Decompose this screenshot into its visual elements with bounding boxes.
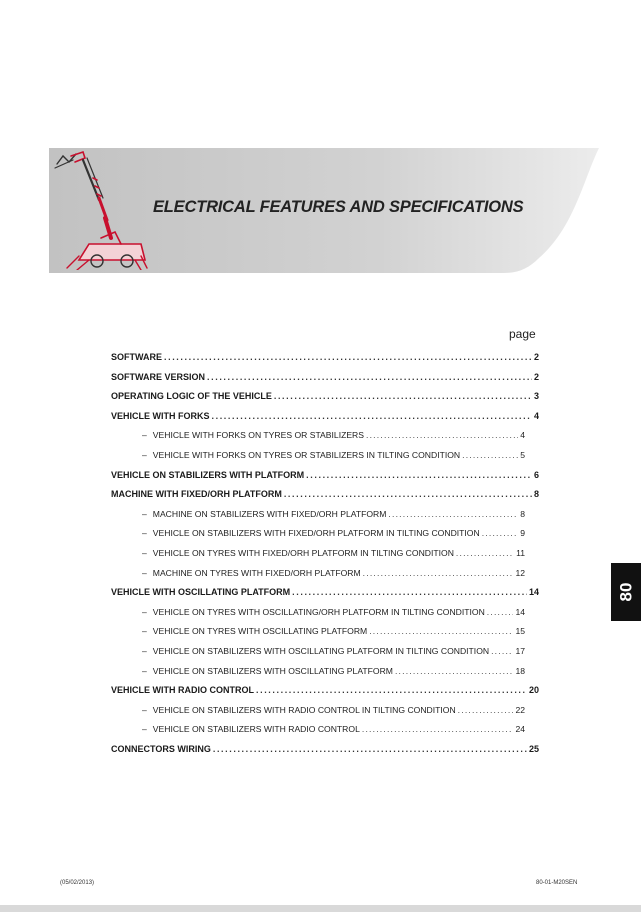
toc-section-row[interactable] — [111, 685, 539, 705]
toc-entry-title: MACHINE WITH FIXED/ORH PLATFORM — [111, 489, 282, 500]
toc-section-row[interactable] — [111, 391, 539, 411]
toc-entry-title: VEHICLE ON STABILIZERS WITH RADIO CONTROL IN TILTING CONDITION — [152, 704, 456, 715]
toc-dot-leader — [363, 568, 514, 578]
toc-subsection-row[interactable] — [111, 548, 539, 568]
page-bottom-rule — [0, 905, 641, 912]
toc-subsection-row[interactable] — [111, 607, 539, 627]
toc-bullet-dash: – — [142, 449, 147, 460]
toc-page-number: 14 — [528, 587, 539, 598]
toc-dot-leader — [482, 528, 519, 538]
toc-dot-leader — [207, 372, 532, 382]
toc-subsection-row[interactable] — [111, 568, 539, 588]
toc-page-number: 17 — [515, 645, 525, 656]
toc-dot-leader — [388, 509, 518, 519]
toc-page-number: 12 — [515, 567, 525, 578]
toc-subsection-row[interactable] — [111, 705, 539, 725]
toc-dot-leader — [487, 607, 514, 617]
toc-entry-title: VEHICLE ON STABILIZERS WITH FIXED/ORH PLATFORM IN TILTING CONDITION — [152, 528, 480, 539]
section-number: 80 — [615, 582, 635, 602]
toc-page-number: 15 — [515, 626, 525, 637]
toc-entry-title: VEHICLE ON STABILIZERS WITH OSCILLATING PLATFORM IN TILTING CONDITION — [152, 645, 490, 656]
toc-entry-title: VEHICLE ON STABILIZERS WITH OSCILLATING PLATFORM — [152, 665, 393, 676]
toc-section-row[interactable] — [111, 372, 539, 392]
toc-entry-title: VEHICLE WITH FORKS ON TYRES OR STABILIZERS — [152, 430, 364, 441]
toc-page-number: 20 — [528, 685, 539, 696]
toc-page-number: 5 — [520, 449, 525, 460]
toc-entry-title: SOFTWARE — [111, 352, 162, 362]
toc-dot-leader — [366, 430, 518, 440]
toc-dot-leader — [212, 411, 532, 421]
toc-page-number: 4 — [533, 410, 539, 421]
toc-subsection-row[interactable] — [111, 626, 539, 646]
toc-page-number: 22 — [515, 704, 525, 715]
toc-page-number: 4 — [520, 430, 525, 441]
toc-page-number: 9 — [520, 528, 525, 539]
toc-entry-title: VEHICLE ON TYRES WITH FIXED/ORH PLATFORM IN TILTING CONDITION — [152, 547, 454, 558]
toc-subsection-row[interactable] — [111, 724, 539, 744]
toc-dot-leader — [306, 470, 532, 480]
toc-entry-title: MACHINE ON TYRES WITH FIXED/ORH PLATFORM — [152, 567, 361, 578]
toc-section-row[interactable] — [111, 352, 539, 372]
toc-entry-title: OPERATING LOGIC OF THE VEHICLE — [111, 391, 272, 402]
toc-section-row[interactable] — [111, 587, 539, 607]
toc-entry-title: VEHICLE ON TYRES WITH OSCILLATING PLATFORM — [152, 626, 368, 637]
toc-dot-leader — [462, 450, 518, 460]
toc-dot-leader — [456, 548, 514, 558]
toc-bullet-dash: – — [142, 724, 147, 735]
table-of-contents — [111, 352, 539, 763]
toc-entry-title: MACHINE ON STABILIZERS WITH FIXED/ORH PLATFORM — [152, 508, 387, 519]
toc-bullet-dash: – — [142, 528, 147, 539]
toc-dot-leader — [369, 626, 513, 636]
section-tab — [611, 563, 641, 621]
toc-dot-leader — [292, 587, 527, 597]
toc-page-number: 2 — [533, 352, 539, 362]
toc-entry-title: VEHICLE WITH RADIO CONTROL — [111, 685, 254, 696]
toc-subsection-row[interactable] — [111, 509, 539, 529]
toc-section-row[interactable] — [111, 470, 539, 490]
toc-entry-title: CONNECTORS WIRING — [111, 743, 211, 754]
toc-page-number: 11 — [516, 547, 525, 558]
toc-page-number: 18 — [515, 665, 525, 676]
toc-entry-title: VEHICLE WITH FORKS ON TYRES OR STABILIZERS IN TILTING CONDITION — [152, 449, 461, 460]
toc-page-number: 3 — [533, 391, 539, 402]
toc-dot-leader — [256, 685, 527, 695]
toc-dot-leader — [164, 352, 532, 362]
footer-date: (05/02/2013) — [60, 880, 95, 886]
toc-entry-title: VEHICLE WITH OSCILLATING PLATFORM — [111, 587, 291, 598]
toc-bullet-dash: – — [142, 430, 147, 441]
toc-page-number: 2 — [533, 371, 539, 382]
chapter-title: ELECTRICAL FEATURES AND SPECIFICATIONS — [153, 198, 524, 216]
toc-bullet-dash: – — [142, 606, 147, 617]
telehandler-illustration-icon — [49, 148, 149, 270]
chapter-banner — [49, 148, 599, 273]
toc-section-row[interactable] — [111, 411, 539, 431]
toc-bullet-dash: – — [142, 508, 147, 519]
toc-subsection-row[interactable] — [111, 430, 539, 450]
toc-section-row[interactable] — [111, 489, 539, 509]
toc-page-number: 8 — [520, 508, 525, 519]
toc-subsection-row[interactable] — [111, 450, 539, 470]
toc-bullet-dash: – — [142, 626, 147, 637]
toc-section-row[interactable] — [111, 744, 539, 764]
toc-dot-leader — [491, 646, 513, 656]
toc-entry-title: VEHICLE ON STABILIZERS WITH RADIO CONTROL — [152, 724, 360, 735]
toc-bullet-dash: – — [142, 665, 147, 676]
toc-subsection-row[interactable] — [111, 666, 539, 686]
toc-page-number: 24 — [515, 724, 525, 735]
toc-dot-leader — [274, 391, 532, 401]
toc-subsection-row[interactable] — [111, 646, 539, 666]
toc-entry-title: VEHICLE ON STABILIZERS WITH PLATFORM — [111, 469, 305, 480]
toc-dot-leader — [458, 705, 514, 715]
toc-bullet-dash: – — [142, 704, 147, 715]
toc-entry-title: SOFTWARE VERSION — [111, 371, 206, 382]
toc-entry-title: VEHICLE WITH FORKS — [111, 410, 210, 421]
footer-document-ref: 80-01-M20SEN — [536, 880, 578, 886]
toc-page-number: 6 — [533, 469, 539, 480]
toc-bullet-dash: – — [142, 567, 147, 578]
toc-page-number: 14 — [515, 606, 525, 617]
toc-dot-leader — [284, 489, 532, 499]
toc-page-number: 25 — [528, 743, 539, 754]
toc-bullet-dash: – — [142, 547, 147, 558]
toc-entry-title: VEHICLE ON TYRES WITH OSCILLATING/ORH PLATFORM IN TILTING CONDITION — [152, 606, 485, 617]
toc-bullet-dash: – — [142, 645, 147, 656]
toc-dot-leader — [213, 744, 527, 754]
page-column-label: page — [509, 327, 536, 341]
toc-dot-leader — [362, 724, 514, 734]
toc-subsection-row[interactable] — [111, 528, 539, 548]
toc-page-number: 8 — [533, 489, 539, 500]
toc-dot-leader — [395, 666, 513, 676]
